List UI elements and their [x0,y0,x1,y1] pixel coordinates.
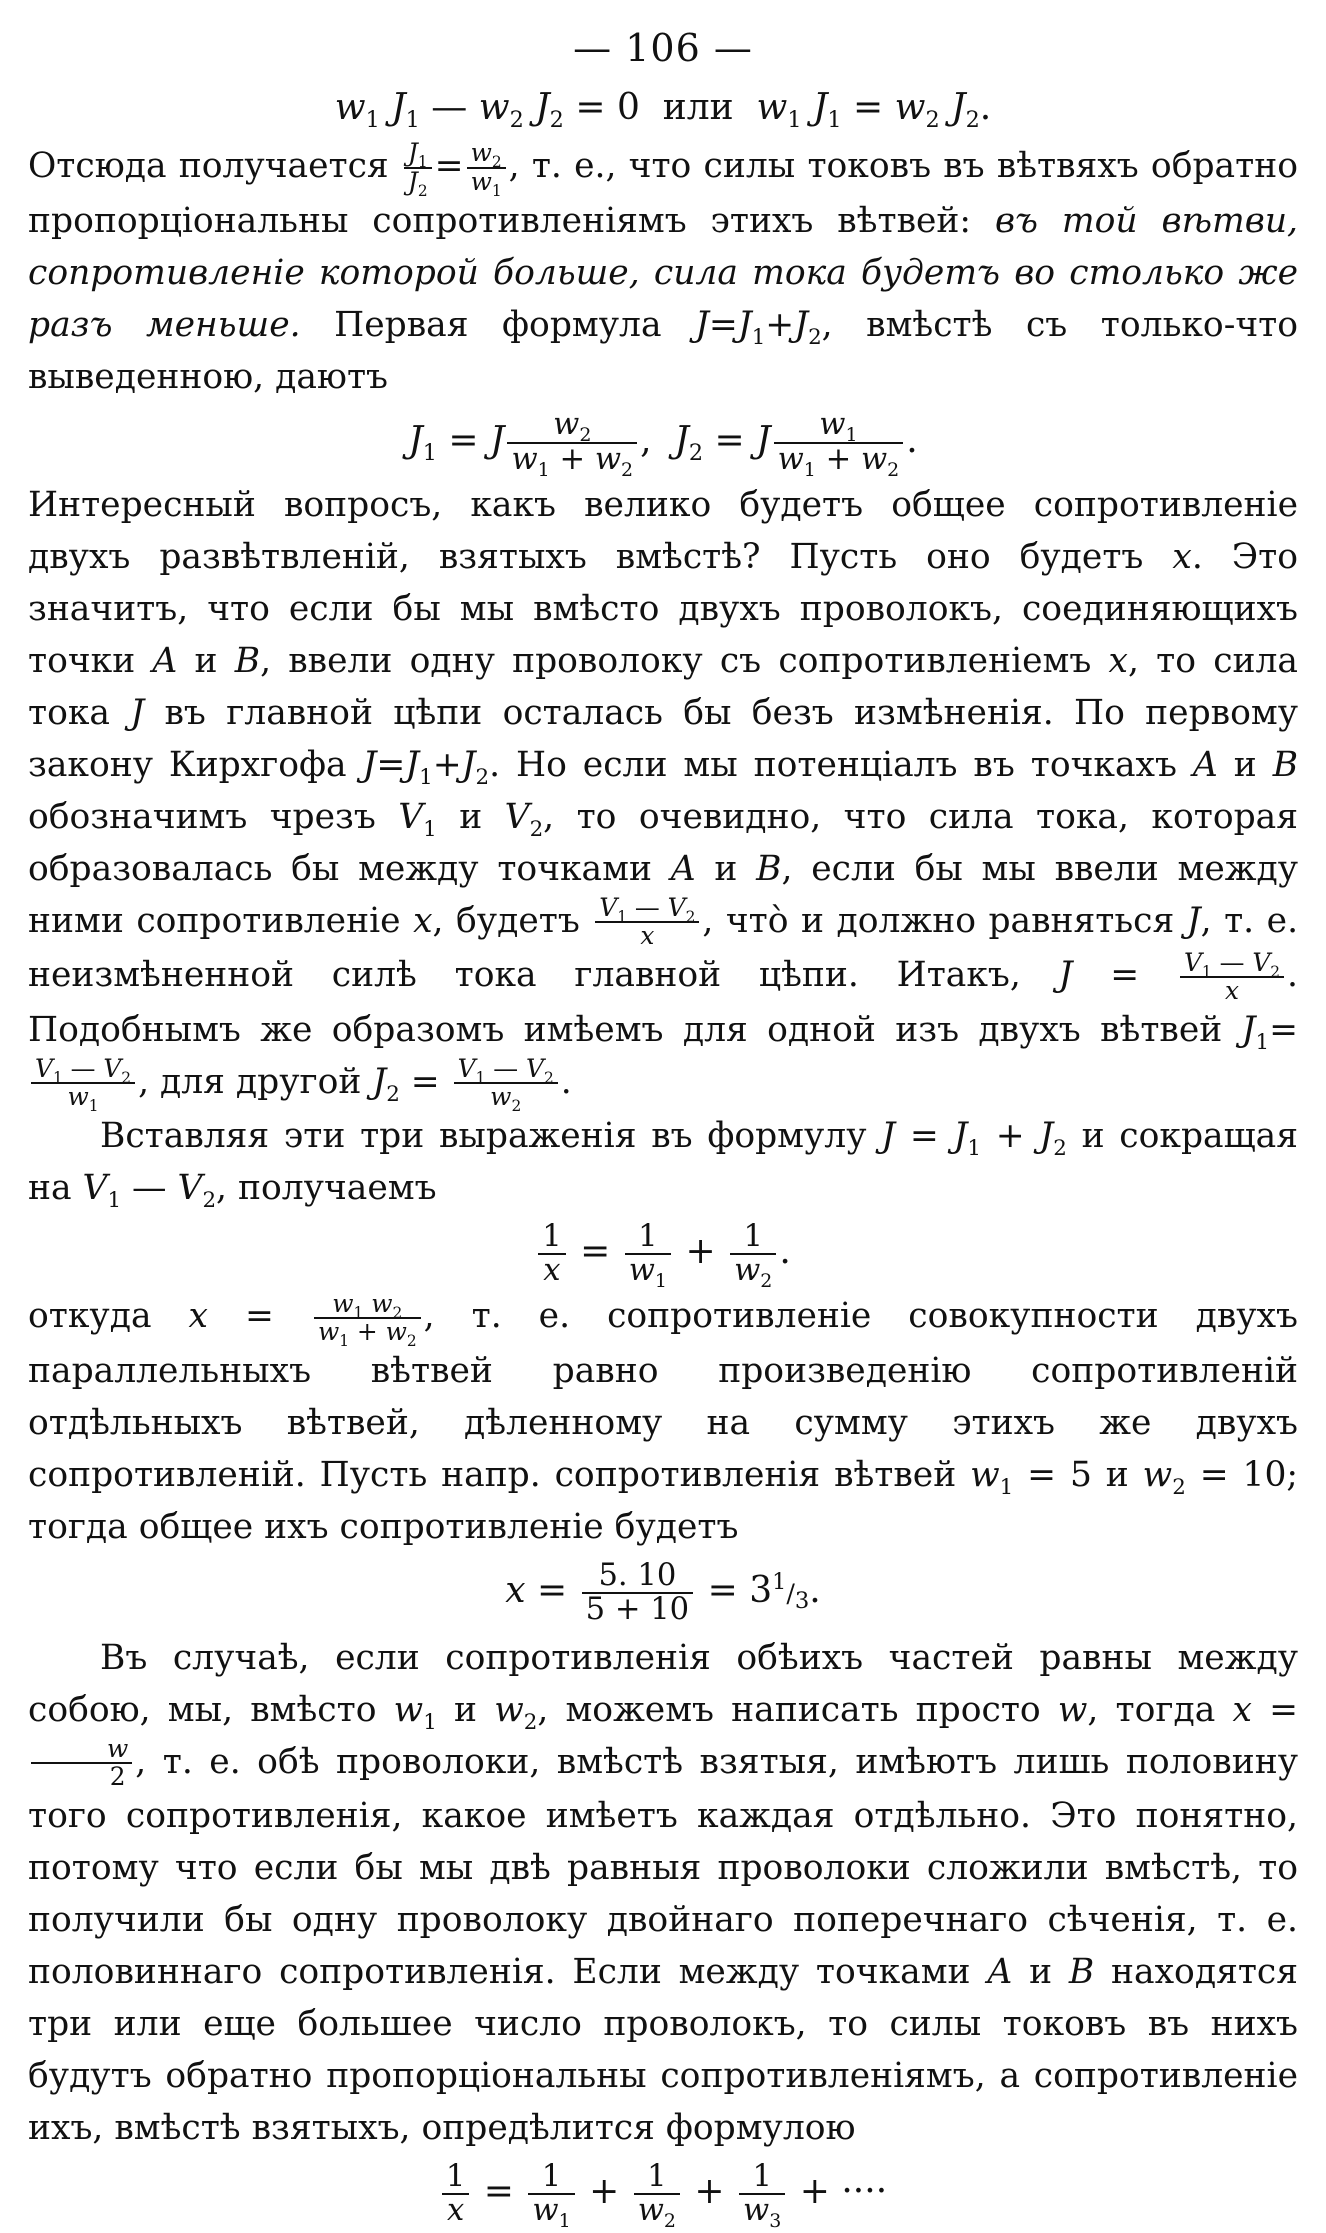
equation-reciprocal-many: $\frac{1}{x}$ = $\frac{1}{w_1}$ + $\frac{1}{w_2}$ + $\frac{1}{w_3}$ + ···· [28,2156,1298,2228]
fraction-j1-j2: $\frac{J_1}{J_2}$ [404,140,432,194]
paragraph-3: Вставляя эти три выраженія въ формулу $J = J_1 + J_2$ и сокращая на $V_1$ — $V_2$, получаемъ [28,1116,1299,1214]
italic-statement: въ той вѣтви, сопротивленіе которой больше, сила тока будетъ во столько же разъ меньше. [28,200,1299,345]
paragraph-1: Отсюда получается $\frac{J_1}{J_2}$ = $\frac{w_2}{w_1}$ , т. е., что силы токовъ въ вѣтвяхъ обратно пропорціональны сопротивленіямъ этихъ вѣтвей: въ той вѣтви, сопротивленіе которой больше, сила тока будетъ во столько же разъ меньше. Первая формула $J=J_1+J_2$, вмѣстѣ съ только-что выведенною, даютъ [28,138,1299,397]
paragraph-2: Интересный вопросъ, какъ велико будетъ общее сопротивленіе двухъ развѣтвленій, взятыхъ вмѣстѣ? Пусть оно будетъ x. Это значитъ, что если бы мы вмѣсто двухъ проволокъ, соединяющихъ точки A и B, ввели одну проволоку съ сопротивленіемъ x, то сила тока J въ главной цѣпи осталась бы безъ измѣненія. По первому закону Кирхгофа $J=J_1+J_2$. Но если мы потенціалъ въ точкахъ A и B обозначимъ чрезъ $V_1$ и $V_2$, то очевидно, что сила тока, которая образовалась бы между точками A и B, если бы мы ввели между ними сопротивленіе x, будетъ $\frac{V_1 — V_2}{x}$ , что̀ и должно равняться J, т. е. неизмѣненной силѣ тока главной цѣпи. Итакъ, J = $\frac{V_1 — V_2}{x}$ . Подобнымъ же образомъ имѣемъ для одной изъ двухъ вѣтвей $J_1=$ $\frac{V_1 — V_2}{w_1}$ , для другой $J_2$ = $\frac{V_1 — V_2}{w_2}$ . [28,484,1299,1116]
fraction-w2-w1: $\frac{w_2}{w_1}$ [467,140,506,194]
paragraph-5: Въ случаѣ, если сопротивленія обѣихъ частей равны между собою, мы, вмѣсто $w_1$ и $w_2$, можемъ написать просто w, тогда x = $\frac{w}{2}$ , т. е. обѣ проволоки, вмѣстѣ взятыя, имѣютъ лишь половину того сопротивленія, какое имѣетъ каждая отдѣльно. Это понятно, потому что если бы мы двѣ равныя проволоки сложили вмѣстѣ, то получили бы одну проволоку двойнаго поперечнаго сѣченія, т. е. половиннаго сопротивленія. Если между точками A и B находятся три или еще большее число проволокъ, то силы токовъ въ нихъ будутъ обратно пропорціональны сопротивленіямъ, а сопротивленіе ихъ, вмѣстѣ взятыхъ, опредѣлится формулою [28,1637,1299,2149]
page-number: — 106 — [573,26,753,70]
equation-branch-currents: $J_1 = J$ $\frac{w_2}{w_1 + w_2}$ , $J_2 = J$ $\frac{w_1}{w_1 + w_2}$ . [408,407,918,481]
main-text [28,140,1298,403]
equation-example: x = $\frac{5. 10}{5 + 10}$ = $3^1/_3$. [505,1557,821,1627]
paragraph-4: откуда x = $\frac{w_1 w_2}{w_1 + w_2}$ , т. е. сопротивленіе совокупности двухъ параллельныхъ вѣтвей равно произведенію сопротивленій отдѣльныхъ вѣтвей, дѣленному на сумму этихъ же двухъ сопротивленій. Пусть напр. сопротивленія вѣтвей $w_1 = 5$ и $w_2 = 10$; тогда общее ихъ сопротивленіе будетъ [28,1288,1299,1547]
equation-reciprocal-two: $\frac{1}{x}$ = $\frac{1}{w_1}$ + $\frac{1}{w_2}$ . [28,1216,1298,1288]
main-text-2 [28,479,1298,1215]
equation-current-balance: $w_1$ $J_1$ — $w_2$ $J_2 = 0$ или $w_1$ $J_1 = w_2$ $J_2$. [334,87,992,134]
word-or: или [662,87,734,128]
main-text-4 [28,1632,1298,2155]
main-text-3 [28,1290,1298,1553]
